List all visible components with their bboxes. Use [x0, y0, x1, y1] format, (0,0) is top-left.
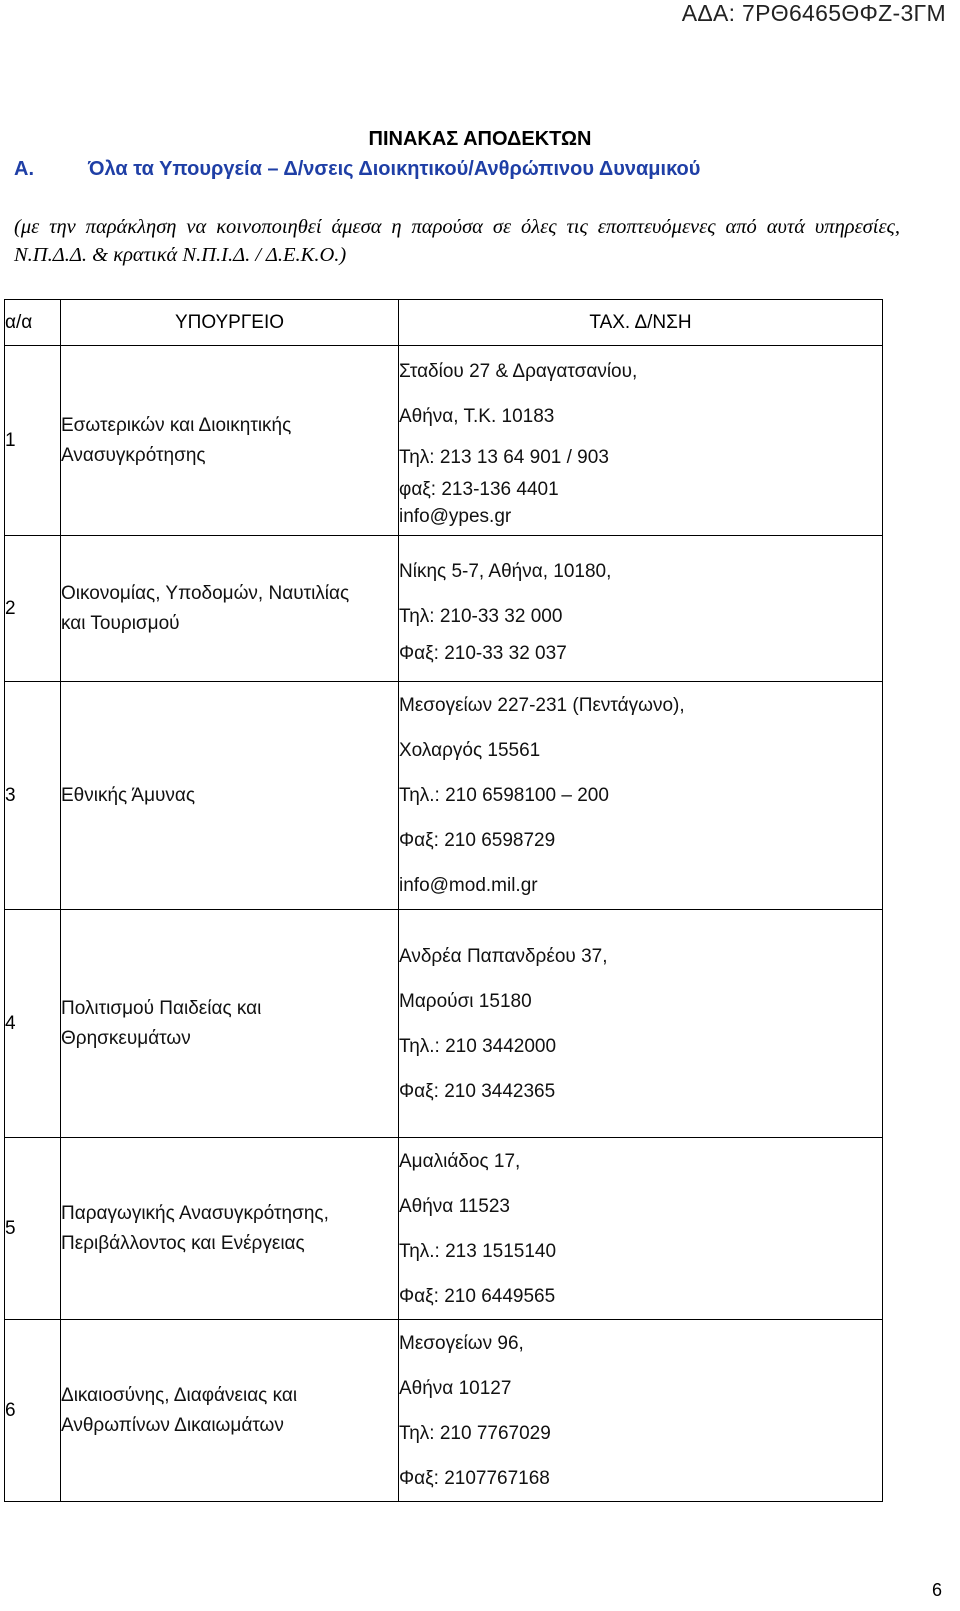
table-row — [5, 910, 883, 1138]
row-number: 2 — [5, 536, 61, 682]
address-cell — [399, 536, 883, 682]
address-line: Μεσογείων 227-231 (Πεντάγωνο), — [399, 695, 685, 716]
address-line: Τηλ: 210 7767029 — [399, 1422, 551, 1444]
table-header-row — [5, 300, 883, 346]
ministry-line: Παραγωγικής Ανασυγκρότησης, — [61, 1202, 329, 1224]
table-row — [5, 1138, 883, 1320]
address-line: Αμαλιάδος 17, — [399, 1150, 521, 1172]
address-line: Τηλ.: 210 3442000 — [399, 1035, 557, 1057]
address-line: Αθήνα 11523 — [399, 1195, 510, 1217]
address-line: info@ypes.gr — [399, 506, 512, 527]
address-line: Τηλ.: 213 1515140 — [399, 1240, 557, 1262]
address-line: Νίκης 5-7, Αθήνα, 10180, — [399, 561, 612, 582]
ministry-line: Εθνικής Άμυνας — [61, 784, 196, 806]
ministry-line: Ανθρωπίνων Δικαιωμάτων — [61, 1414, 284, 1436]
ada-code: ΑΔΑ: 7ΡΘ6465ΘΦΖ-3ΓΜ — [681, 0, 946, 26]
document-title: ΠΙΝΑΚΑΣ ΑΠΟΔΕΚΤΩΝ — [368, 128, 592, 150]
address-line: Αθήνα 10127 — [399, 1377, 512, 1399]
address-line: Σταδίου 27 & Δραγατσανίου, — [399, 361, 638, 382]
address-line: Χολαργός 15561 — [399, 740, 541, 761]
address-line: φαξ: 213-136 4401 — [399, 479, 559, 500]
address-line: Αθήνα, Τ.Κ. 10183 — [399, 406, 555, 427]
ministry-line: Πολιτισμού Παιδείας και — [61, 997, 262, 1019]
row-number: 1 — [5, 346, 61, 536]
address-line: Φαξ: 210 6598729 — [399, 830, 556, 851]
row-number: 3 — [5, 682, 61, 910]
address-line: Φαξ: 2107767168 — [399, 1467, 550, 1489]
address-cell — [399, 1320, 883, 1502]
ministry-line: Δικαιοσύνης, Διαφάνειας και — [61, 1384, 298, 1406]
ministry-line: και Τουρισμού — [61, 612, 180, 634]
ministry-line: Περιβάλλοντος και Ενέργειας — [61, 1232, 305, 1254]
header-address: ΤΑΧ. Δ/ΝΣΗ — [399, 300, 883, 346]
document-subtitle — [14, 158, 944, 181]
ministry-cell — [61, 1138, 399, 1320]
document-note: (με την παράκληση να κοινοποιηθεί άμεσα η παρούσα σε όλες τις εποπτευόμενες από αυτά υπηρεσίες, Ν.Π.Δ.Δ. & κρατικά Ν.Π.Ι.Δ. / Δ.Ε.Κ.Ο.) — [14, 216, 900, 266]
ministry-line: Οικονομίας, Υποδομών, Ναυτιλίας — [61, 582, 350, 604]
row-number: 6 — [5, 1320, 61, 1502]
subtitle-text: Όλα τα Υπουργεία – Δ/νσεις Διοικητικού/Ανθρώπινου Δυναμικού — [88, 158, 701, 180]
ministry-cell — [61, 910, 399, 1138]
table-body — [5, 346, 883, 1502]
row-number: 4 — [5, 910, 61, 1138]
address-cell — [399, 910, 883, 1138]
table-row — [5, 346, 883, 536]
page-number: 6 — [931, 1580, 942, 1600]
address-line: info@mod.mil.gr — [399, 875, 538, 896]
address-line: Φαξ: 210 3442365 — [399, 1080, 556, 1102]
table-row — [5, 682, 883, 910]
ministry-line: Εσωτερικών και Διοικητικής — [61, 414, 292, 436]
address-line: Μαρούσι 15180 — [399, 990, 532, 1012]
address-line: Τηλ: 213 13 64 901 / 903 — [399, 447, 609, 468]
table-row — [5, 536, 883, 682]
address-line: Φαξ: 210 6449565 — [399, 1285, 556, 1307]
ministry-line: Θρησκευμάτων — [61, 1027, 191, 1049]
address-cell — [399, 682, 883, 910]
header-ministry: ΥΠΟΥΡΓΕΙΟ — [61, 300, 399, 346]
ministry-cell — [61, 682, 399, 910]
address-line: Τηλ.: 210 6598100 – 200 — [399, 785, 609, 806]
row-number: 5 — [5, 1138, 61, 1320]
address-line: Μεσογείων 96, — [399, 1332, 524, 1354]
ministry-line: Ανασυγκρότησης — [61, 444, 206, 466]
ministry-cell — [61, 346, 399, 536]
subtitle-letter: Α. — [14, 158, 34, 180]
recipients-table — [4, 299, 883, 1502]
address-line: Φαξ: 210-33 32 037 — [399, 643, 567, 664]
address-cell — [399, 346, 883, 536]
ministry-cell — [61, 1320, 399, 1502]
ministry-cell — [61, 536, 399, 682]
address-line: Τηλ: 210-33 32 000 — [399, 606, 563, 627]
table-row — [5, 1320, 883, 1502]
header-aa: α/α — [5, 300, 61, 346]
address-cell — [399, 1138, 883, 1320]
address-line: Ανδρέα Παπανδρέου 37, — [399, 945, 608, 967]
